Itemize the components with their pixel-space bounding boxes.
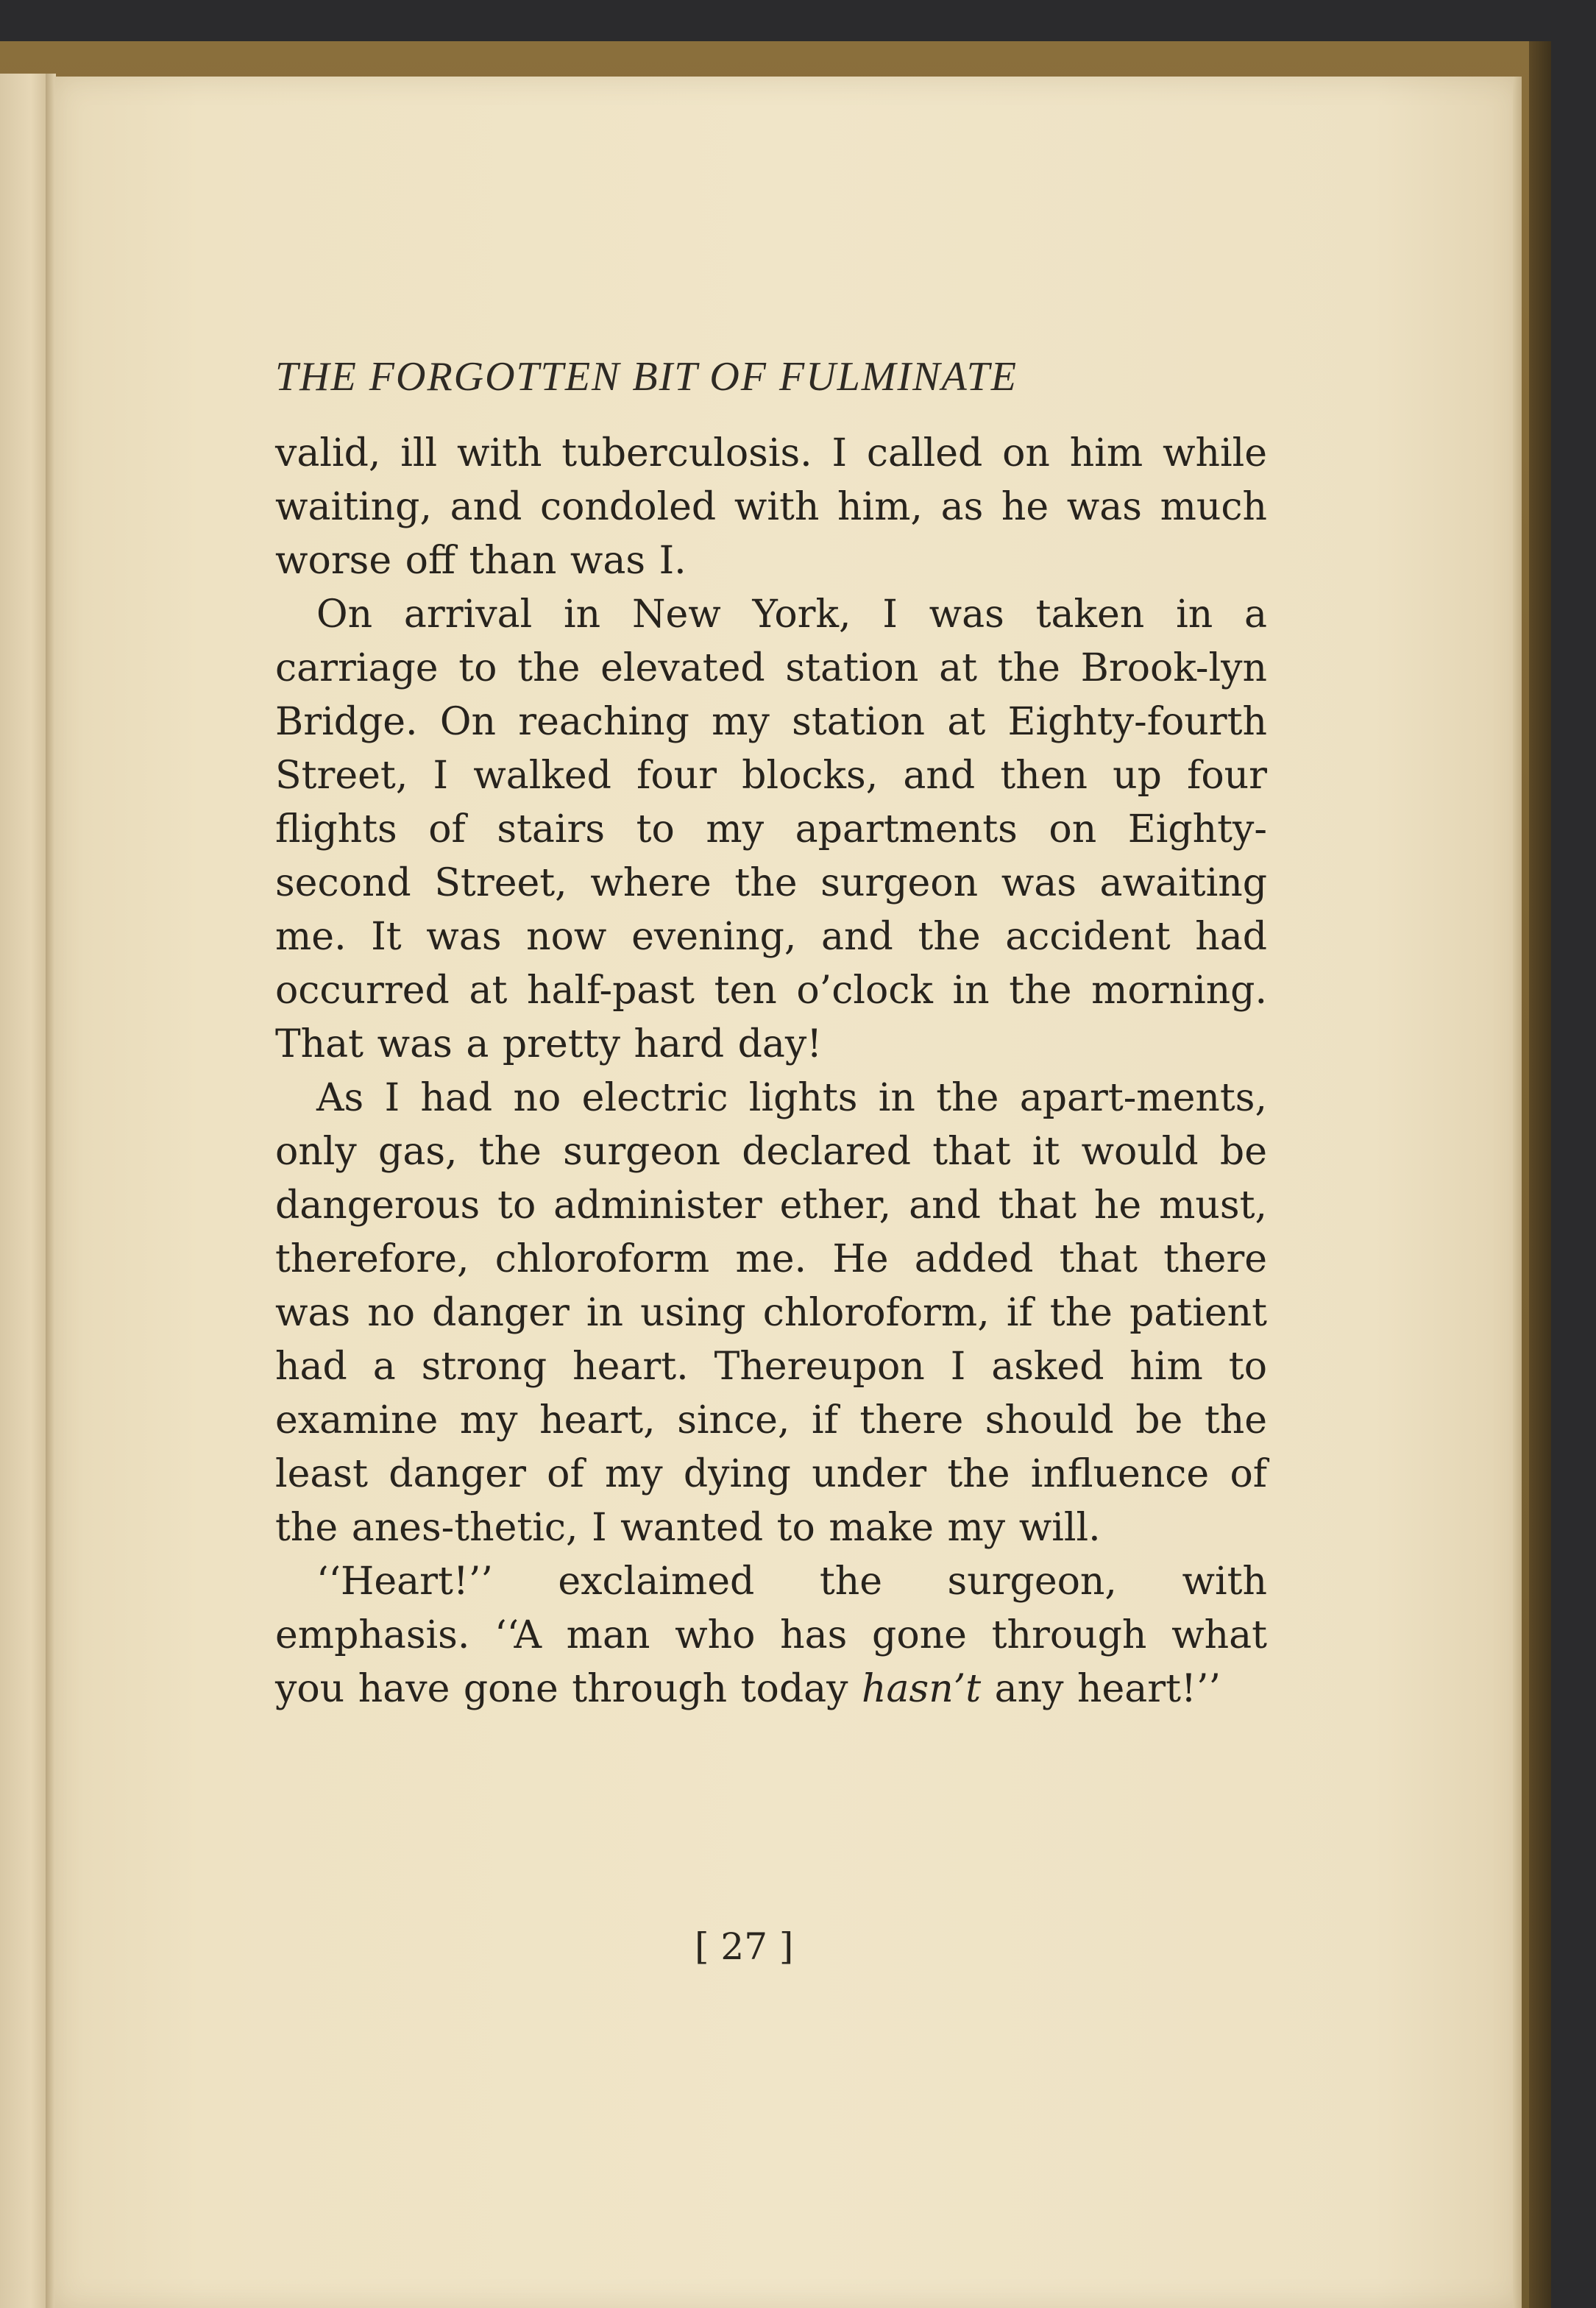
running-head: THE FORGOTTEN BIT OF FULMINATE [275,354,1018,400]
paragraph-1: valid, ill with tuberculosis. I called on him while waiting, and condoled with him, as he was much worse off than was I. [275,431,1267,583]
paragraph-4-ending: any heart!’’ [981,1667,1221,1711]
cover-edge-shadow [1529,41,1551,2308]
paragraph-3: As I had no electric lights in the apart-ments, only gas, the surgeon declared that it would be dangerous to administer ether, and that he must, therefore, chloroform me. He added that there was no danger in using chloroform, if the patient had a strong heart. Thereupon I asked him to examine my heart, since, if there should be the least danger of my dying under the influence of the anes-thetic, I wanted to make my will. [275,1076,1267,1550]
page-edge [1513,77,1522,2308]
page-number: [ 27 ] [695,1925,794,1968]
page-content [275,356,1267,1716]
paragraph-4 [275,1555,1267,1716]
paragraph-2: On arrival in New York, I was taken in a carriage to the elevated station at the Brook-lyn Bridge. On reaching my station at Eighty-fourth Street, I walked four blocks, and then up four flights of stairs to my apartments on Eighty-second Street, where the surgeon was awaiting me. It was now evening, and the accident had occurred at half-past ten o’clock in the morning. That was a pretty hard day! [275,592,1267,1066]
facing-page-edge [0,74,52,2308]
emphasis-text: hasn’t [862,1667,982,1711]
paragraph-4-text: ‘‘Heart!’’ exclaimed the surgeon, with emphasis. ‘‘A man who has gone through what you have gone through today [275,1560,1267,1711]
book-page [54,77,1522,2308]
